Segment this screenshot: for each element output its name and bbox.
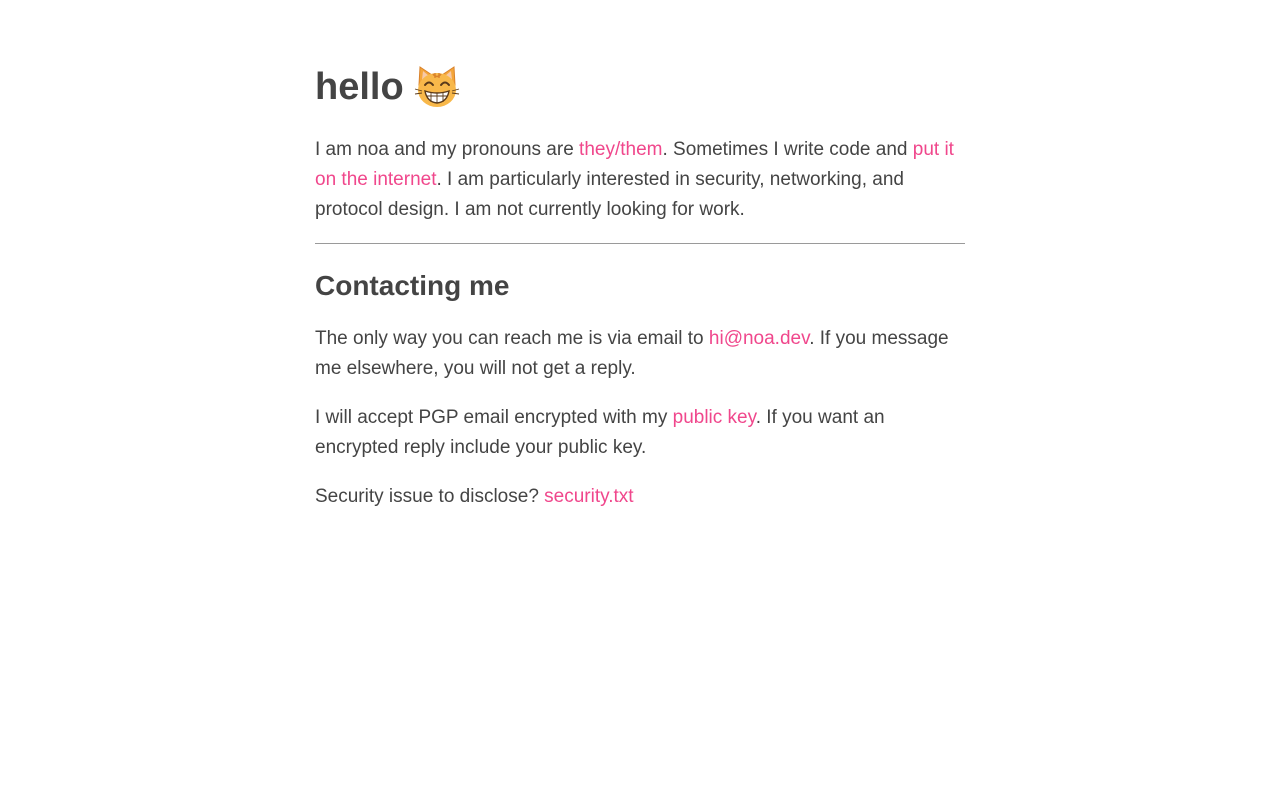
grinning-cat-icon	[414, 65, 460, 109]
public-key-link[interactable]: public key	[672, 407, 756, 428]
pgp-paragraph	[315, 403, 965, 463]
intro-text-1: I am noa and my pronouns are	[315, 139, 580, 160]
internet-link[interactable]: put it on the internet	[315, 139, 954, 190]
intro-text-2: . Sometimes I write code and	[662, 139, 913, 160]
contact-heading: Contacting me	[315, 270, 510, 301]
main-content	[315, 0, 965, 512]
security-text: Security issue to disclose?	[315, 486, 545, 507]
pgp-text-1: I will accept PGP email encrypted with my	[315, 407, 673, 428]
page-title	[315, 63, 965, 111]
security-paragraph	[315, 482, 965, 512]
pronouns-link[interactable]: they/them	[579, 139, 663, 160]
email-text-1: The only way you can reach me is via email to	[315, 328, 709, 349]
section-divider	[315, 243, 965, 244]
page-title-text: hello	[315, 66, 404, 108]
email-text-2: . If you message me elsewhere, you will not get a reply.	[315, 328, 949, 379]
pgp-text-2: . If you want an encrypted reply include your public key.	[315, 407, 885, 458]
email-paragraph	[315, 324, 965, 384]
security-txt-link[interactable]: security.txt	[544, 486, 634, 507]
intro-text-3: . I am particularly interested in security, networking, and protocol design. I am not currently looking for work.	[315, 169, 904, 220]
email-link[interactable]: hi@noa.dev	[708, 328, 810, 349]
intro-paragraph	[315, 135, 965, 225]
